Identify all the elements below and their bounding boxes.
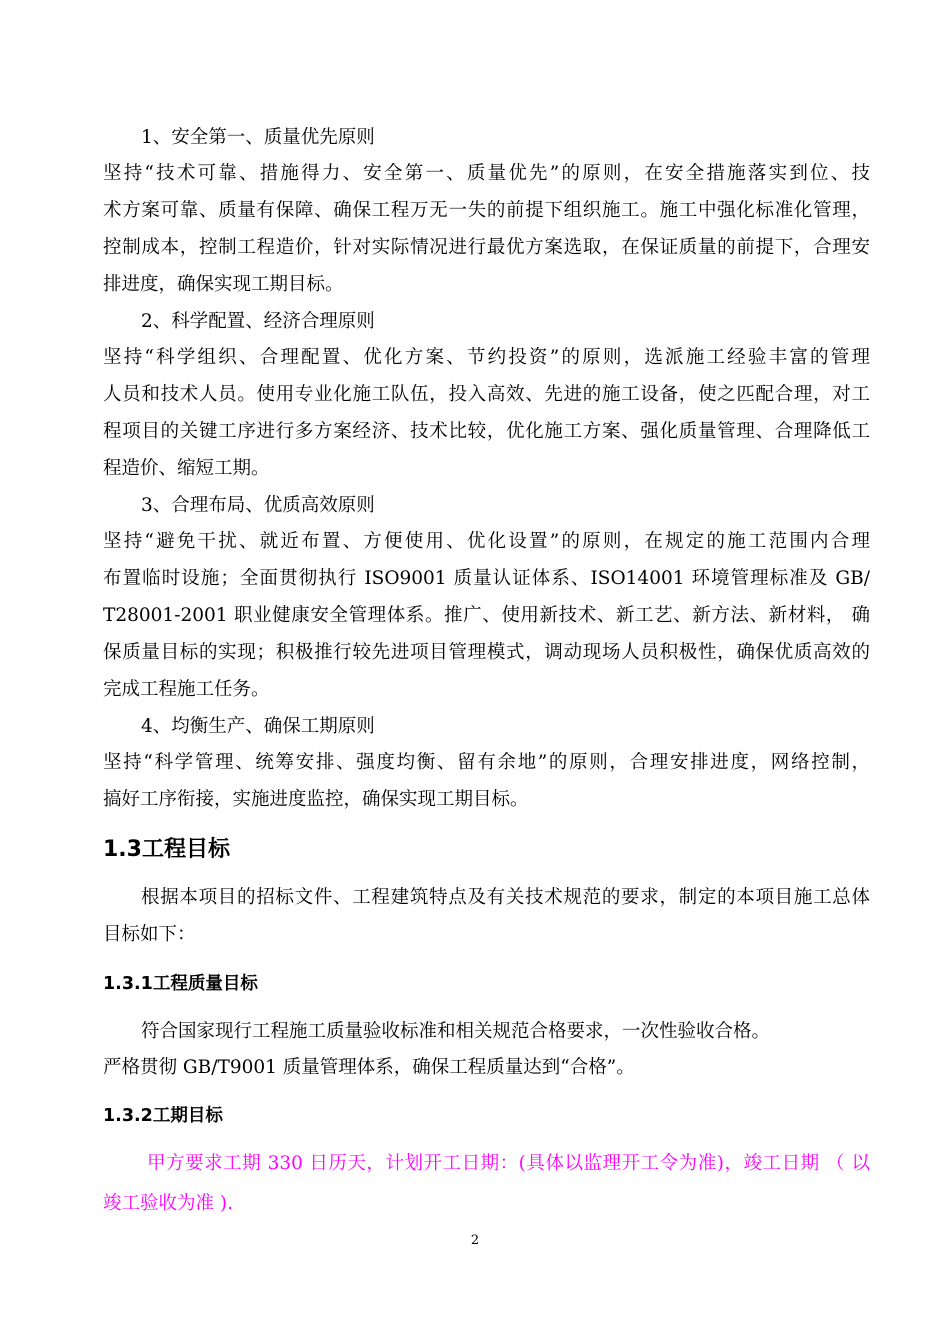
section-1-line: 控制成本，控制工程造价，针对实际情况进行最优方案选取，在保证质量的前提下，合理安 — [103, 237, 870, 258]
section-1-line: 术方案可靠、质量有保障、确保工程万无一失的前提下组织施工。施工中强化标准化管理， — [103, 200, 870, 221]
section-4-heading: 4、均衡生产、确保工期原则 — [141, 716, 375, 737]
page-number: 2 — [470, 1233, 480, 1248]
section-1-heading: 1、安全第一、质量优先原则 — [141, 127, 375, 148]
schedule-line: 竣工验收为准 ). — [103, 1193, 233, 1214]
quality-line: 符合国家现行工程施工质量验收标准和相关规范合格要求，一次性验收合格。 — [141, 1021, 771, 1042]
section-3-line: T28001-2001 职业健康安全管理体系。推广、使用新技术、新工艺、新方法、新材料， 确 — [103, 605, 870, 626]
schedule-line: 甲方要求工期 330 日历天，计划开工日期：(具体以监理开工令为准)，竣工日期 （ 以 — [147, 1153, 870, 1174]
goals-line: 根据本项目的招标文件、工程建筑特点及有关技术规范的要求，制定的本项目施工总体 — [141, 887, 870, 908]
quality-heading: 1.3.1工程质量目标 — [103, 974, 258, 994]
section-3-line: 保质量目标的实现；积极推行较先进项目管理模式，调动现场人员积极性，确保优质高效的 — [103, 642, 870, 663]
section-2-heading: 2、科学配置、经济合理原则 — [141, 311, 375, 332]
section-3-line: 坚持“避免干扰、就近布置、方便使用、优化设置”的原则，在规定的施工范围内合理 — [103, 531, 870, 552]
goals-line: 目标如下： — [103, 924, 196, 945]
section-2-line: 程造价、缩短工期。 — [103, 458, 270, 479]
section-2-line: 程项目的关键工序进行多方案经济、技术比较，优化施工方案、强化质量管理、合理降低工 — [103, 421, 870, 442]
section-1-line: 排进度，确保实现工期目标。 — [103, 274, 344, 295]
section-2-line: 坚持“科学组织、合理配置、优化方案、节约投资”的原则，选派施工经验丰富的管理 — [103, 347, 870, 368]
section-3-heading: 3、合理布局、优质高效原则 — [141, 495, 375, 516]
schedule-heading: 1.3.2工期目标 — [103, 1106, 223, 1126]
quality-line: 严格贯彻 GB/T9001 质量管理体系，确保工程质量达到“合格”。 — [103, 1057, 635, 1078]
section-3-line: 布置临时设施；全面贯彻执行 ISO9001 质量认证体系、ISO14001 环境管理标准及 GB/ — [103, 568, 870, 589]
goals-heading: 1.3工程目标 — [103, 837, 230, 862]
section-2-line: 人员和技术人员。使用专业化施工队伍，投入高效、先进的施工设备，使之匹配合理，对工 — [103, 384, 870, 405]
section-1-line: 坚持“技术可靠、措施得力、安全第一、质量优先”的原则，在安全措施落实到位、技 — [103, 163, 870, 184]
section-3-line: 完成工程施工任务。 — [103, 679, 270, 700]
section-4-line: 搞好工序衔接，实施进度监控，确保实现工期目标。 — [103, 789, 529, 810]
section-4-line: 坚持“科学管理、统筹安排、强度均衡、留有余地”的原则，合理安排进度，网络控制， — [103, 752, 870, 773]
